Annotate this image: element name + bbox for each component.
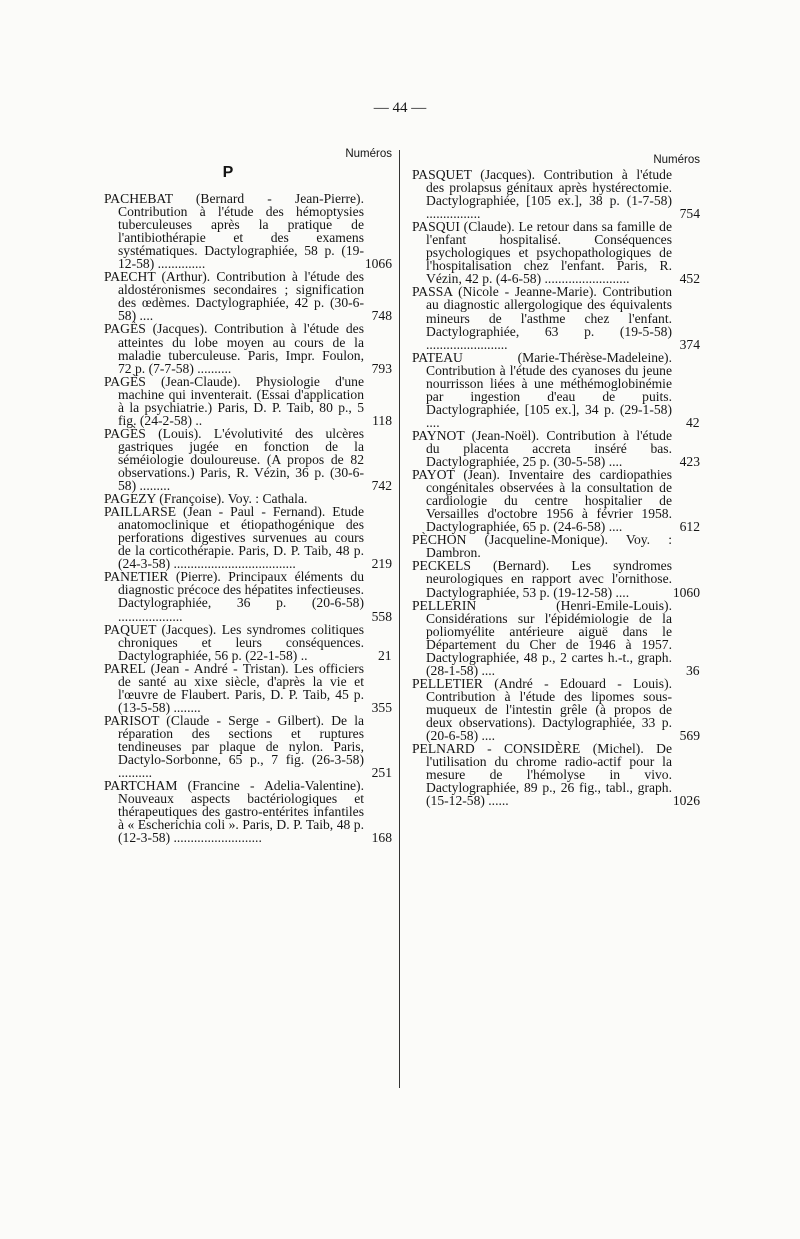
- entry-list: [104, 192, 392, 844]
- index-entry: PELLERIN (Henri-Emile-Louis). Considérations sur l'épidémiologie de la poliomyélite antérieure aiguë dans le Département du Cher de 1946 à 1957. Dactylographiée, 48 p., 2 cartes h.-t., graph. (28-1-58) .... 36: [412, 597, 700, 678]
- entry-number: 748: [371, 308, 392, 324]
- entry-number: 754: [679, 206, 700, 222]
- entry-text: PAGÈS (Jacques). Contribution à l'étude des atteintes du lobe moyen au cours de la maladie tuberculeuse. Paris, Impr. Foulon, 72 p. (7-7-58) ..........: [104, 321, 364, 376]
- index-entry: [412, 468, 700, 533]
- entry-text: PELLERIN (Henri-Emile-Louis). Considérations sur l'épidémiologie de la poliomyélite antérieure aiguë dans le Département du Cher de 1946 à 1957. Dactylographiée, 48 p., 2 cartes h.-t., graph. (28-1-58) ....: [412, 597, 672, 678]
- entry-number: 612: [679, 519, 700, 535]
- right-column: [412, 146, 700, 807]
- entry-text: PAYNOT (Jean-Noël). Contribution à l'étude du placenta accreta inséré bas. Dactylographiée, 25 p. (30-5-58) ....: [412, 427, 672, 470]
- page-number: — 44 —: [373, 100, 427, 116]
- entry-text: PAGÈS (Louis). L'évolutivité des ulcères gastriques jugée en fonction de la séméiologie douloureuse. (A propos de 82 observations.) Paris, R. Vézin, 36 p. (30-6-58) .........: [104, 425, 364, 494]
- index-entry: [104, 505, 392, 570]
- entry-number: 251: [371, 765, 392, 781]
- index-entry: [104, 270, 392, 322]
- index-entry: [412, 559, 700, 598]
- index-entry: [412, 533, 700, 559]
- entry-text: PASQUI (Claude). Le retour dans sa famille de l'enfant hospitalisé. Conséquences psychologiques et psychopathologiques de l'hospitalisation chez l'enfant. Paris, R. Vézin, 42 p. (4-6-58) .........................: [412, 219, 672, 287]
- entry-number: 168: [371, 830, 392, 846]
- entry-text: PAQUET (Jacques). Les syndromes colitiques chroniques et leurs conséquences. Dactylographiée, 56 p. (22-1-58) ..: [104, 621, 364, 663]
- index-entry: [104, 427, 392, 492]
- index-entry: [104, 375, 392, 427]
- entry-text: PASQUET (Jacques). Contribution à l'étude des prolapsus génitaux après hystérectomie. Dactylographiée, [105 ex.], 38 p. (1-7-58) ................: [412, 167, 672, 222]
- index-entry: [412, 220, 700, 285]
- entry-number: 1026: [672, 793, 700, 809]
- entry-text: PANETIER (Pierre). Principaux éléments du diagnostic précoce des hépatites infectieuses. Dactylographiée, 36 p. (20-6-58) ...................: [104, 569, 364, 624]
- entry-number: 793: [371, 360, 392, 376]
- entry-number: 374: [679, 336, 700, 352]
- entry-text: PECKELS (Bernard). Les syndromes neurologiques en rapport avec l'ornithose. Dactylographiée, 53 p. (19-12-58) ....: [412, 558, 672, 600]
- entry-text: PARTCHAM (Francine - Adelia-Valentine). Nouveaux aspects bactériologiques et thérapeutiques des gastro-entérites infantiles à « Escherichia coli ». Paris, D. P. Taib, 48 p. (12-3-58) ..........................: [104, 778, 364, 846]
- index-entry: [104, 662, 392, 714]
- index-entry: [104, 570, 392, 622]
- entry-text: PELLETIER (André - Edouard - Louis). Contribution à l'étude des lipomes sous-muqueux de l'intestin grêle (à propos de deux observations). Dactylographiée, 33 p. (20-6-58) ....: [412, 675, 672, 744]
- index-entry: [104, 192, 392, 270]
- entry-text: PÈCHON (Jacqueline-Monique). Voy. : Dambron.: [412, 532, 672, 561]
- entry-text: PASSA (Nicole - Jeanne-Marie). Contribution au diagnostic allergologique des équivalents mineurs de l'asthme chez l'enfant. Dactylographiée, 63 p. (19-5-58) ........................: [412, 284, 672, 352]
- entry-number: 742: [371, 478, 392, 494]
- entry-text: PARISOT (Claude - Serge - Gilbert). De la réparation des sections et ruptures tendineuses par plaque de nylon. Paris, Dactylo-Sorbonne, 65 p., 7 fig. (26-3-58) ..........: [104, 712, 364, 781]
- entry-text: PELNARD - CONSIDÈRE (Michel). De l'utilisation du chrome radio-actif pour la mesure de l'hémolyse in vivo. Dactylographiée, 89 p., 26 fig., tabl., graph. (15-12-58) ......: [412, 741, 672, 809]
- entry-list: [412, 168, 700, 807]
- index-entry: [412, 285, 700, 350]
- index-entry: [104, 714, 392, 779]
- index-entry: PAQUET (Jacques). Les syndromes colitiques chroniques et leurs conséquences. Dactylographiée, 56 p. (22-1-58) .. 21: [104, 621, 392, 663]
- index-entry: [104, 322, 392, 374]
- entry-number: 452: [679, 271, 700, 287]
- entry-number: 355: [371, 699, 392, 715]
- index-entry: [104, 779, 392, 844]
- section-letter: P: [222, 164, 234, 181]
- entry-text: PAILLARSE (Jean - Paul - Fernand). Etude anatomoclinique et étiopathogénique des perforations digestives survenues au cours de la corticothérapie. Paris, D. P. Taib, 48 p. (24-3-58) ....................................: [104, 504, 364, 572]
- index-entry: [412, 742, 700, 807]
- entry-number: 118: [372, 412, 392, 428]
- column-divider: [399, 150, 400, 1088]
- index-entry: PATEAU (Marie-Thérèse-Madeleine). Contribution à l'étude des cyanoses du jeune nourrisson liées à une méthémoglobinémie par ingestion d'eau de puits. Dactylographiée, [105 ex.], 34 p. (29-1-58) .... 42: [412, 349, 700, 430]
- left-column: [104, 146, 392, 844]
- column-header: Numéros: [653, 154, 700, 166]
- entry-number: 219: [371, 556, 392, 572]
- entry-number: 1066: [364, 256, 392, 272]
- entry-text: PATEAU (Marie-Thérèse-Madeleine). Contribution à l'étude des cyanoses du jeune nourrisson liées à une méthémoglobinémie par ingestion d'eau de puits. Dactylographiée, [105 ex.], 34 p. (29-1-58) ....: [412, 349, 672, 430]
- entry-text: PAGÈS (Jean-Claude). Physiologie d'une machine qui inventerait. (Essai d'application à la psychiatrie.) Paris, D. P. Taib, 80 p., 5 fig. (24-2-58) ..: [104, 373, 364, 428]
- entry-number: 1060: [672, 584, 700, 600]
- entry-text: PAYOT (Jean). Inventaire des cardiopathies congénitales observées à la consultation de cardiologie du centre hospitalier de Versailles d'octobre 1956 à février 1958. Dactylographiée, 65 p. (24-6-58) ....: [412, 467, 672, 535]
- entry-text: PACHEBAT (Bernard - Jean-Pierre). Contribution à l'étude des hémoptysies tuberculeuses après la pratique de l'antibiothérapie et des examens systématiques. Dactylographiée, 58 p. (19-12-58) ..............: [104, 191, 364, 272]
- entry-number: 569: [679, 728, 700, 744]
- entry-text: PAECHT (Arthur). Contribution à l'étude des aldostéronismes secondaires ; signification des œdèmes. Dactylographiée, 42 p. (30-6-58) ....: [104, 269, 364, 324]
- index-entry: [412, 677, 700, 742]
- index-entry: [412, 429, 700, 468]
- index-entry: [412, 168, 700, 220]
- entry-text: PAREL (Jean - André - Tristan). Les officiers de santé au xixe siècle, d'après la vie et l'œuvre de Flaubert. Paris, D. P. Taib, 45 p. (13-5-58) ........: [104, 660, 364, 715]
- column-header: Numéros: [345, 148, 392, 160]
- entry-text: PAGEZY (Françoise). Voy. : Cathala.: [104, 491, 308, 507]
- entry-number: 423: [679, 454, 700, 470]
- entry-number: 558: [371, 608, 392, 624]
